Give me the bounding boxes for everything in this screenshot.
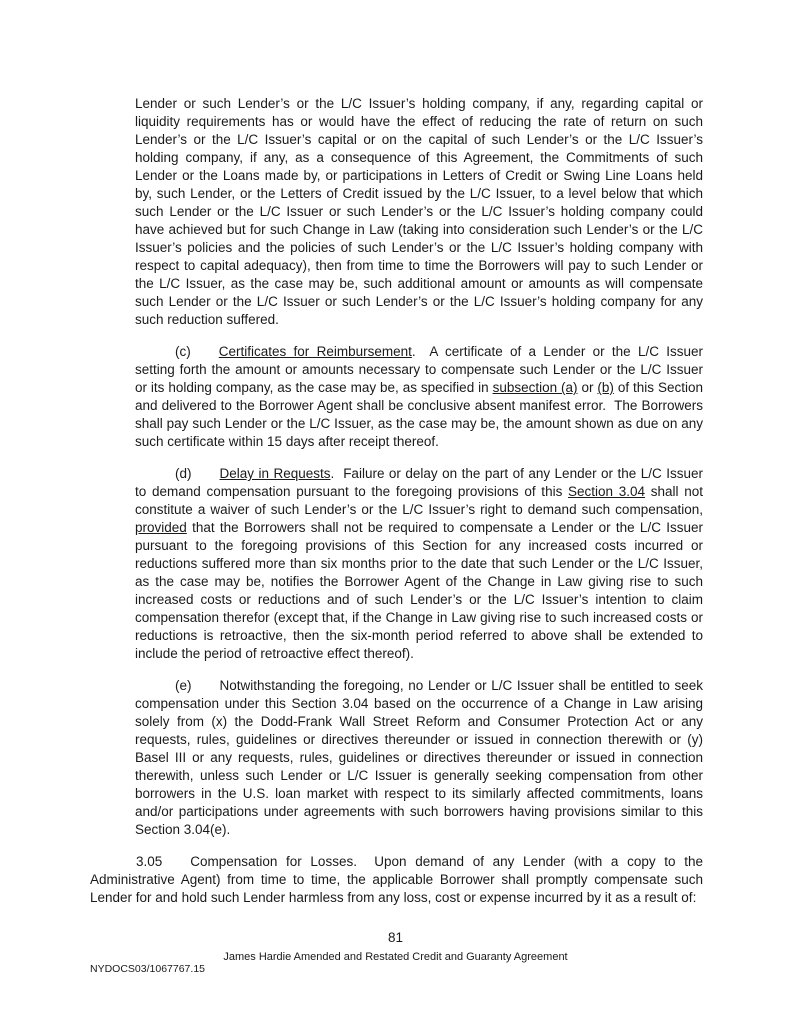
underlined-text: Section 3.04 <box>568 484 646 499</box>
paragraph-d-delay-in-requests <box>135 465 707 663</box>
text-segment: of this Section and delivered to the Borrower Agent shall be conclusive absent manifest error. The Borrowers shall pay such Lender or the L/C Issuer, as the case may be, the amount shown as due on any such certificate within 15 days after receipt thereof. <box>135 380 707 449</box>
underlined-text: (b) <box>597 380 614 395</box>
footer-page-number: 81 <box>387 930 404 945</box>
underlined-text: provided <box>135 520 187 535</box>
text-segment: or <box>577 380 598 395</box>
text-segment: 3.05 <box>136 854 163 869</box>
page-body-text <box>90 95 707 907</box>
underlined-text: subsection (a) <box>492 380 578 395</box>
paragraph-e-notwithstanding-foregoing <box>135 677 707 839</box>
text-segment: . Failure or delay on the part of any Lender or the L/C Issuer to demand compensation pursuant to the foregoing provisions of this <box>135 466 707 499</box>
paragraph-capital-adequacy-continuation <box>135 95 707 329</box>
text-segment: . A certificate of a Lender or the L/C Issuer setting forth the amount or amounts necessary to compensate such Lender or the L/C Issuer or its holding company, as the case may be, as specified in <box>135 344 707 395</box>
text-segment: Lender or such Lender’s or the L/C Issuer’s holding company, if any, regarding capital or liquidity requirements has or would have the effect of reducing the rate of return on such Lender’s or the L/C Issuer’s capital or on the capital of such Lender’s or the L/C Issuer’s holding company, if any, as a consequence of this Agreement, the Commitments of such Lender or the Loans made by, or participations in Letters of Credit or Swing Line Loans held by, such Lender, or the Letters of Credit issued by the L/C Issuer, to a level below that which such Lender or the L/C Issuer or such Lender’s or the L/C Issuer’s holding company could have achieved but for such Change in Law (taking into consideration such Lender’s or the L/C Issuer’s policies and the policies of such Lender’s or the L/C Issuer’s holding company with respect to capital adequacy), then from time to time the Borrowers will pay to such Lender or the L/C Issuer, as the case may be, such additional amount or amounts as will compensate such Lender or the L/C Issuer or such Lender’s or the L/C Issuer’s holding company for any such reduction suffered. <box>135 96 707 327</box>
text-segment: (d) <box>175 466 192 481</box>
text-segment: (e) <box>175 678 192 693</box>
paragraph-3-05-compensation-for-losses <box>90 853 707 907</box>
underlined-text: Delay in Requests <box>219 466 331 481</box>
text-segment: Compensation for Losses. Upon demand of any Lender (with a copy to the Administrative Agent) from time to time, the applicable Borrower shall promptly compensate such Lender for and hold such Lender harmless from any loss, cost or expense incurred by it as a result of: <box>90 854 707 905</box>
footer-document-title: James Hardie Amended and Restated Credit and Guaranty Agreement <box>223 951 568 963</box>
underlined-text: Certificates for Reimbursement <box>218 344 412 359</box>
text-segment: that the Borrowers shall not be required to compensate a Lender or the L/C Issuer pursuant to the foregoing provisions of this Section for any increased costs incurred or reductions suffered more than six months prior to the date that such Lender or the L/C Issuer, as the case may be, notifies the Borrower Agent of the Change in Law giving rise to such increased costs or reductions and of such Lender’s or the L/C Issuer’s intention to claim compensation therefor (except that, if the Change in Law giving rise to such increased costs or reductions is retroactive, then the six-month period referred to above shall be extended to include the period of retroactive effect thereof). <box>135 520 707 661</box>
paragraph-c-certificates-for-reimbursement <box>135 343 707 451</box>
text-segment: (c) <box>175 344 191 359</box>
footer-document-id: NYDOCS03/1067767.15 <box>90 963 205 975</box>
text-segment: Notwithstanding the foregoing, no Lender or L/C Issuer shall be entitled to seek compensation under this Section 3.04 based on the occurrence of a Change in Law arising solely from (x) the Dodd-Frank Wall Street Reform and Consumer Protection Act or any requests, rules, guidelines or directives thereunder or issued in connection therewith or (y) Basel III or any requests, rules, guidelines or directives thereunder or issued in connection therewith, unless such Lender or L/C Issuer is generally seeking compensation from other borrowers in the U.S. loan market with respect to its similarly affected commitments, loans and/or participations under agreements with such borrowers having provisions similar to this Section 3.04(e). <box>135 678 707 837</box>
text-segment: shall not constitute a waiver of such Lender’s or the L/C Issuer’s right to demand such compensation, <box>135 484 707 517</box>
